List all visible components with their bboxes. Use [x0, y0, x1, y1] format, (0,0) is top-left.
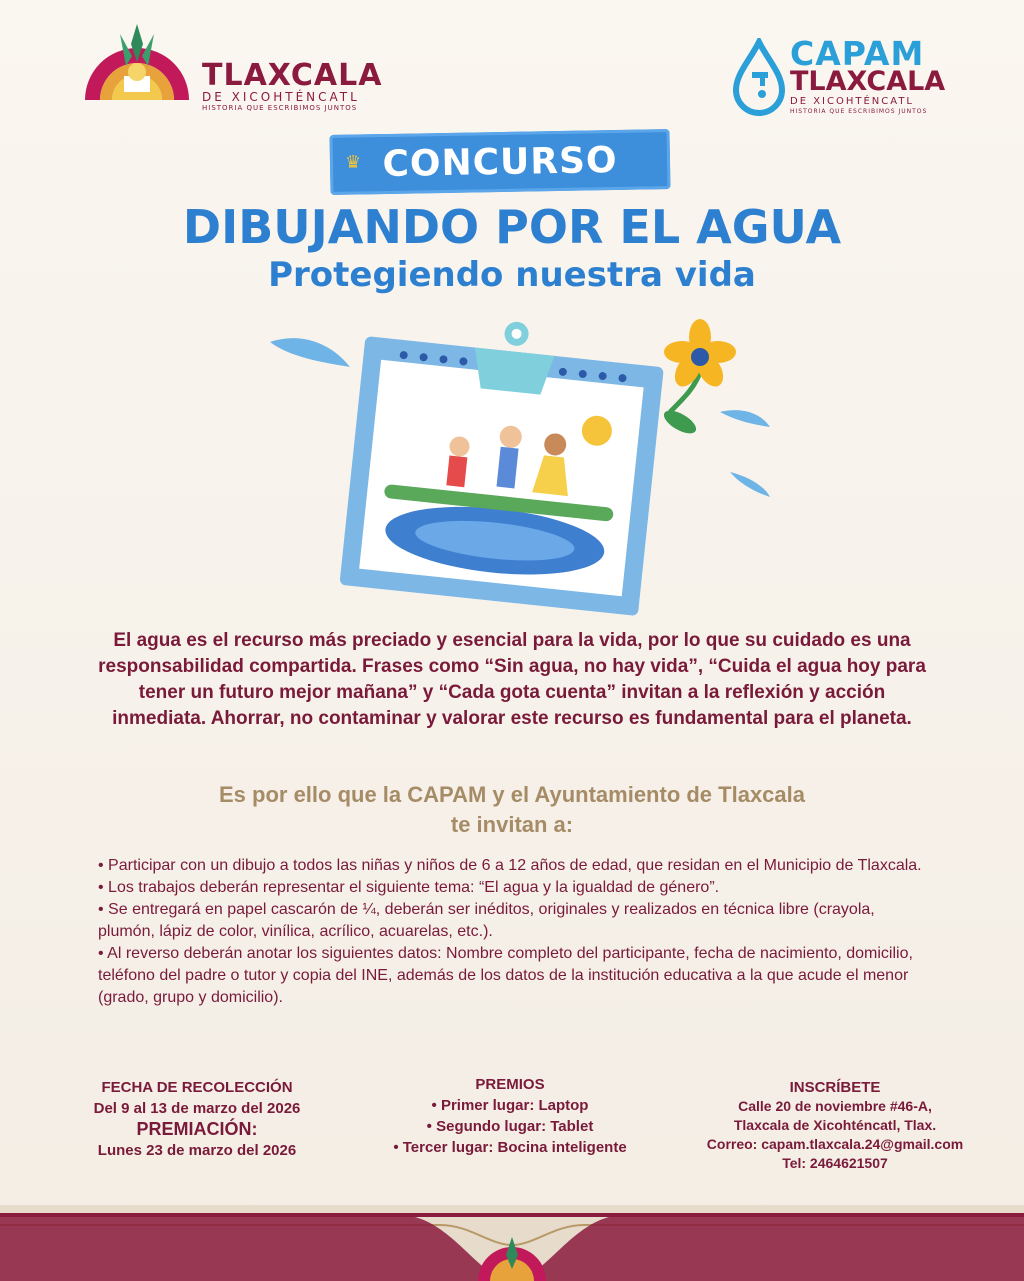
contest-banner: [330, 129, 671, 195]
drawing-board-illustration: [260, 312, 780, 622]
intro-paragraph: El agua es el recurso más preciado y esencial para la vida, por lo que su cuidado es una responsabilidad compartida. Frases como “Sin agua, no hay vida”, “Cuida el agua hoy para tener un futuro mejor mañana” y “Cada gota cuenta” invitan a la reflexión y acción inmediata. Ahorrar, no contaminar y valorar este recurso es fundamental para el planeta.: [98, 630, 926, 729]
collection-dates: Del 9 al 13 de marzo del 2026: [93, 1100, 301, 1117]
rule-item: • Participar con un dibujo a todos las niñas y niños de 6 a 12 años de edad, que residan en el Municipio de Tlaxcala.: [98, 857, 922, 874]
rule-item: • Al reverso deberán anotar los siguientes datos: Nombre completo del participante, fecha de nacimiento, domicilio, teléfono del padre o tutor y copia del INE, además de los datos de la institución educativa a la que acude el menor (grado, grupo y domicilio).: [98, 945, 913, 1006]
register-section: [665, 1078, 1005, 1173]
dates-section: [52, 1077, 342, 1161]
award-date: Lunes 23 de marzo del 2026: [97, 1142, 297, 1159]
rule-item: • Los trabajos deberán representar el siguiente tema: “El agua y la igualdad de género”.: [98, 879, 720, 896]
capam-municipality: DE XICOHTÉNCATL: [790, 96, 915, 107]
tlaxcala-emblem-icon: [80, 22, 195, 102]
capam-logo: [730, 34, 960, 119]
capam-tagline: HISTORIA QUE ESCRIBIMOS JUNTOS: [790, 108, 928, 115]
register-label: INSCRÍBETE: [789, 1079, 881, 1096]
capam-subtitle: TLAXCALA: [790, 66, 946, 97]
tlaxcala-subtitle: DE XICOHTÉNCATL: [202, 90, 360, 104]
prize-item: • Primer lugar: Laptop: [431, 1097, 589, 1114]
prizes-section: [355, 1074, 665, 1158]
register-address-2: Tlaxcala de Xicohténcatl, Tlax.: [733, 1117, 937, 1133]
prizes-label: PREMIOS: [475, 1076, 545, 1093]
subtitle: Protegiendo nuestra vida: [268, 255, 756, 295]
decorative-footer: [0, 1205, 1024, 1281]
capam-title: CAPAM: [790, 34, 925, 73]
invitation-line-1: Es por ello que la CAPAM y el Ayuntamiento de Tlaxcala: [219, 782, 805, 807]
award-label: PREMIACIÓN:: [136, 1119, 258, 1139]
tlaxcala-title: TLAXCALA: [202, 58, 383, 93]
invitation-heading: [0, 780, 1024, 840]
tlaxcala-logo: [80, 22, 390, 112]
banner-label: CONCURSO: [382, 139, 618, 186]
register-email: Correo: capam.tlaxcala.24@gmail.com: [706, 1136, 964, 1152]
crown-icon: ♛: [345, 152, 362, 172]
tlaxcala-tagline: HISTORIA QUE ESCRIBIMOS JUNTOS: [202, 104, 358, 112]
rules-list: [98, 855, 928, 1009]
register-address-1: Calle 20 de noviembre #46-A,: [738, 1098, 932, 1114]
rule-item: • Se entregará en papel cascarón de ¼, deberán ser inéditos, originales y realizados en técnica libre (crayola, plumón, lápiz de color, vinílica, acrílico, acuarelas, etc.).: [98, 901, 875, 940]
water-drop-icon: [730, 38, 788, 116]
prize-item: • Segundo lugar: Tablet: [426, 1118, 594, 1135]
register-phone: Tel: 2464621507: [782, 1155, 888, 1171]
collection-label: FECHA DE RECOLECCIÓN: [101, 1079, 293, 1096]
prize-item: • Tercer lugar: Bocina inteligente: [393, 1139, 627, 1156]
main-title: DIBUJANDO POR EL AGUA: [182, 200, 842, 254]
invitation-line-2: te invitan a:: [450, 812, 574, 837]
